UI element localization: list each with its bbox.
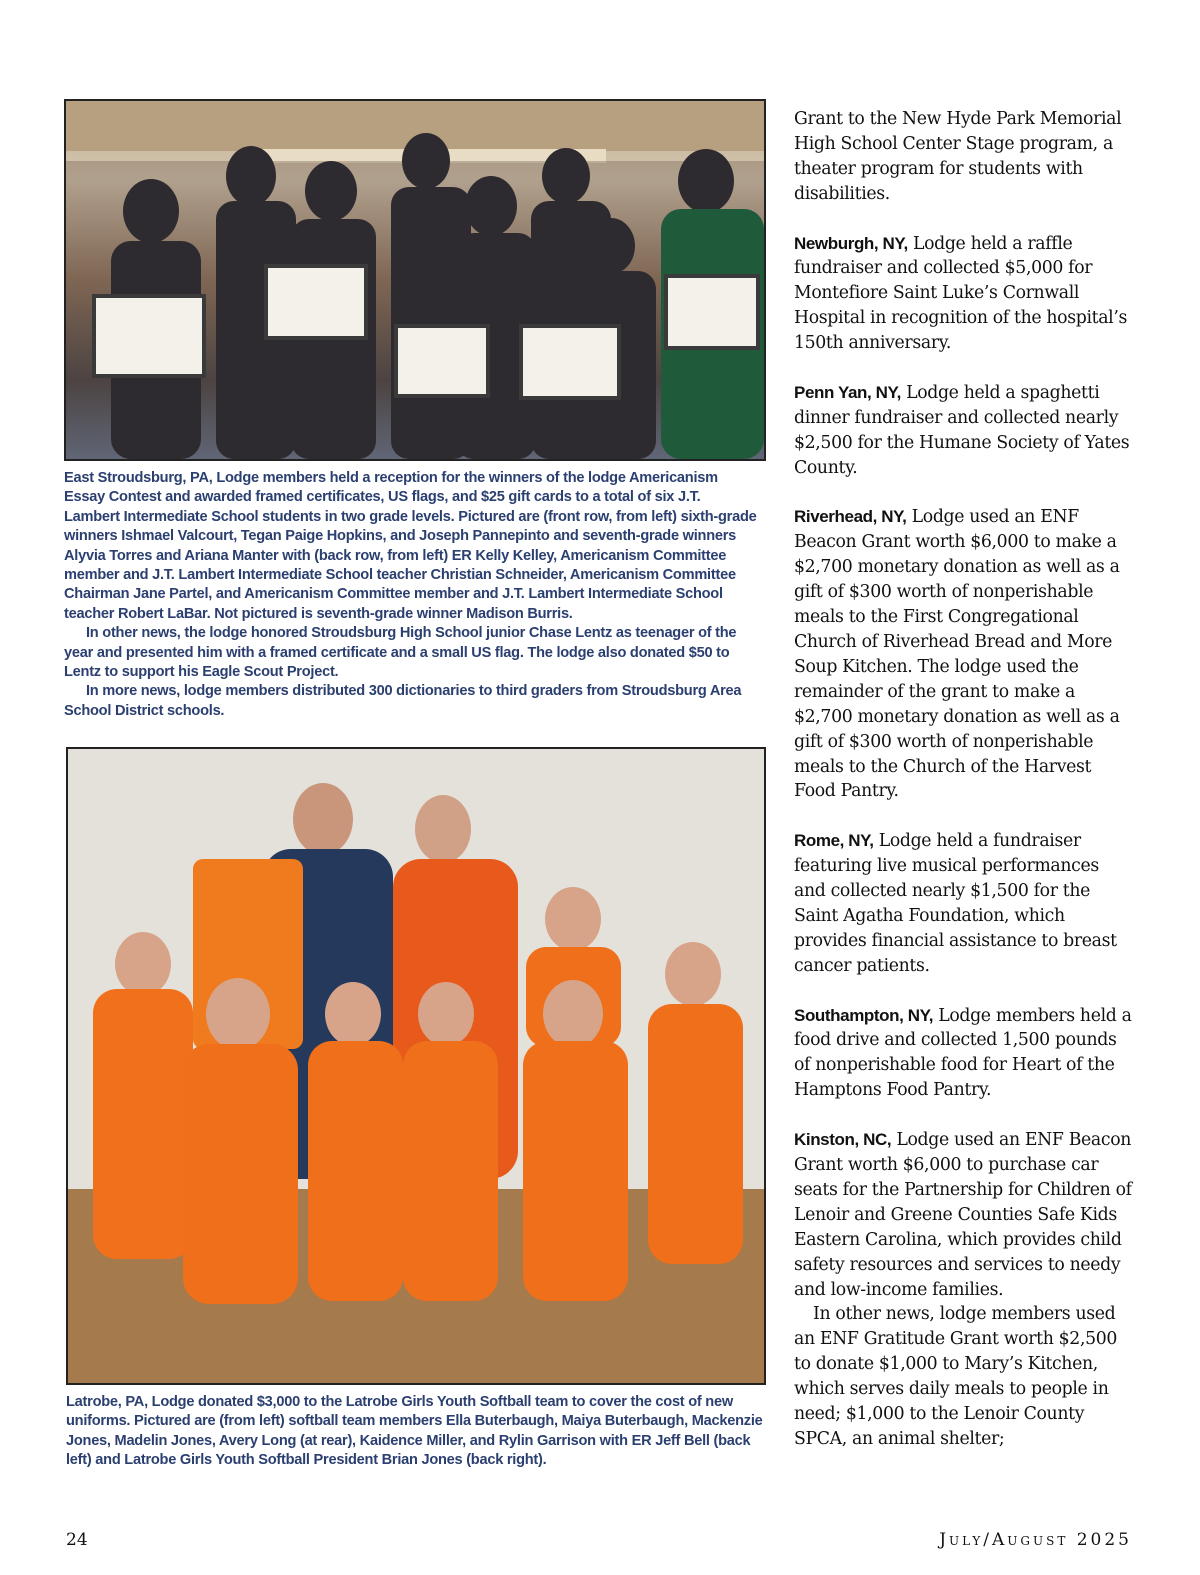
news-item-text: Lodge held a fundraiser featuring live musical performances and collected nearly $1,500 for the Saint Agatha Foundation, which provides financial assistance to breast cancer patients.	[794, 831, 1117, 976]
latrobe-softball-team-photo	[66, 747, 766, 1385]
latrobe-caption	[66, 1393, 766, 1471]
page-number: 24	[66, 1530, 88, 1550]
news-item-text: Lodge used an ENF Beacon Grant worth $6,000 to purchase car seats for the Partnership for Children of Lenoir and Greene Counties Safe Kids Eastern Carolina, which provides child safety resources and services to needy and low-income families.	[794, 1130, 1132, 1300]
news-item-place: Rome, NY,	[794, 831, 874, 851]
news-item-place: Kinston, NC,	[794, 1130, 892, 1150]
news-item	[794, 1004, 1134, 1104]
caption-text: Lodge members held a reception for the winners of the lodge Americanism Essay Contest and awarded framed certificates, US flags, and $25 gift cards to a total of six J.T. Lambert Intermediate School students in two grade levels. Pictured are (front row, from left) sixth-grade winners Ishmael Valcourt, Tegan Paige Hopkins, and Joseph Pannepinto and seventh-grade winners Alyvia Torres and Ariana Manter with (back row, from left) ER Kelly Kelley, Americanism Committee member and J.T. Lambert Intermediate School teacher Christian Schneider, Americanism Committee Chairman Jane Partel, and Americanism Committee member and J.T. Lambert Intermediate School teacher Robert LaBar. Not pictured is seventh-grade winner Madison Burris.	[64, 470, 757, 622]
group-photo-illustration	[66, 101, 764, 459]
caption-paragraph: In other news, the lodge honored Stroudsburg High School junior Chase Lentz as teenager of the year and presented him with a framed certificate and a small US flag. The lodge also donated $50 to Lentz to support his Eagle Scout Project.	[64, 625, 737, 681]
news-column	[794, 107, 1134, 1452]
news-continuation: In other news, lodge members used an ENF Gratitude Grant worth $2,500 to donate $1,000 to Mary’s Kitchen, which serves daily meals to people in need; $1,000 to the Lenoir County SPCA, an animal shelter;	[794, 1304, 1118, 1449]
issue-date: July/August 2025	[939, 1530, 1132, 1550]
news-item-place: Southampton, NY,	[794, 1005, 934, 1025]
news-item-place: Riverhead, NY,	[794, 507, 907, 527]
news-item-text: Lodge held a raffle fundraiser and collected $5,000 for Montefiore Saint Luke’s Cornwall Hospital in recognition of the hospital’s 150th anniversary.	[794, 233, 1128, 354]
east-stroudsburg-group-photo	[64, 99, 766, 461]
news-item	[794, 829, 1134, 978]
news-item-place: Penn Yan, NY,	[794, 382, 901, 402]
news-item-text: Lodge held a spaghetti dinner fundraiser and collected nearly $2,500 for the Humane Society of Yates County.	[794, 382, 1130, 478]
news-item	[794, 505, 1134, 804]
news-item-place: Newburgh, NY,	[794, 233, 908, 253]
caption-place: East Stroudsburg, PA,	[64, 470, 213, 486]
news-item-text: Lodge used an ENF Beacon Grant worth $6,000 to make a $2,700 monetary donation as well as a gift of $300 worth of nonperishable meals to the First Congregational Church of Riverhead Bread and More Soup Kitchen. The lodge used the remainder of the grant to make a $2,700 monetary donation as well as a gift of $300 worth of nonperishable meals to the Church of the Harvest Food Pantry.	[794, 507, 1120, 802]
team-photo-illustration	[68, 749, 764, 1383]
news-item	[794, 381, 1134, 481]
news-item-text: Lodge members held a food drive and collected 1,500 pounds of nonperishable food for Heart of the Hamptons Food Pantry.	[794, 1005, 1132, 1101]
news-item	[794, 1128, 1134, 1302]
caption-text: Lodge donated $3,000 to the Latrobe Girls Youth Softball team to cover the cost of new uniforms. Pictured are (from left) softball team members Ella Buterbaugh, Maiya Buterbaugh, Mackenzie Jones, Madelin Jones, Avery Long (at rear), Kaidence Miller, and Rylin Garrison with ER Jeff Bell (back left) and Latrobe Girls Youth Softball President Brian Jones (back right).	[66, 1394, 763, 1469]
news-item	[794, 232, 1134, 357]
east-stroudsburg-caption	[64, 469, 758, 721]
column-intro: Grant to the New Hyde Park Memorial High School Center Stage program, a theater program for students with disabilities.	[794, 109, 1122, 204]
caption-place: Latrobe, PA,	[66, 1394, 148, 1410]
caption-paragraph: In more news, lodge members distributed 300 dictionaries to third graders from Stroudsburg Area School District schools.	[64, 683, 742, 719]
